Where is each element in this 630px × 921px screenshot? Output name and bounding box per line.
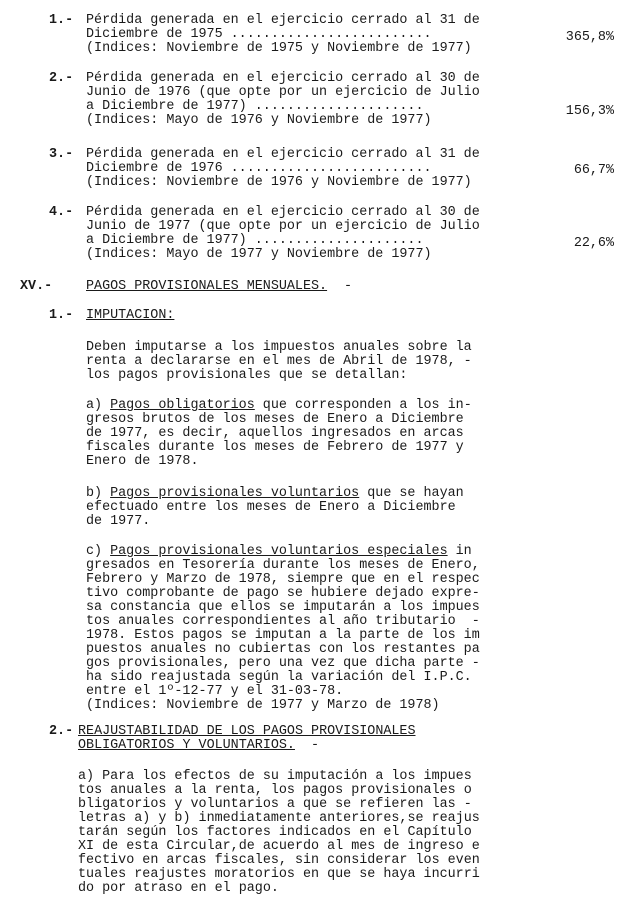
paragraph-line: tarán según los factores indicados en el Capítulo [78,825,472,840]
paragraph-line: gresos brutos de los meses de Enero a Diciembre [86,412,464,427]
clause-a-first-line [86,399,472,413]
item-line: a Diciembre de 1977) ..................... [86,233,424,248]
paragraph-line: fiscales durante los meses de Febrero de 1977 y [86,440,464,455]
paragraph-line: fectivo en arcas fiscales, sin considerar los even [78,853,480,868]
item-number: 4.- [49,205,74,220]
paragraph-line: gos provisionales, pero una vez que dicha parte - [86,656,480,671]
clause-term: Pagos provisionales voluntarios especiales [110,544,448,559]
paragraph-line: letras a) y b) inmediatamente anteriores,se reajus [78,811,480,826]
item-percentage: 22,6% [573,236,614,251]
item-number: 1.- [49,13,74,28]
item-line: (Indices: Noviembre de 1976 y Noviembre de 1977) [86,175,472,190]
paragraph-line: tos anuales a la renta, los pagos provisionales o [78,783,472,798]
paragraph-line: tuales reajustes moratorios en que se haya incurri [78,867,480,882]
item-line: (Indices: Mayo de 1976 y Noviembre de 1977) [86,113,432,128]
paragraph-line: tivo comprobante de pago se hubiere dejado expre- [86,586,480,601]
clause-label: a) [86,398,111,413]
subsection-title: REAJUSTABILIDAD DE LOS PAGOS PROVISIONALES [78,724,416,739]
clause-text: que corresponden a los in- [254,398,472,413]
subsection-title: OBLIGATORIOS Y VOLUNTARIOS. [78,738,295,753]
item-line: Diciembre de 1975 ......................... [86,27,432,42]
paragraph-line: puestos anuales no cubiertas con los restantes pa [86,642,480,657]
item-line: Pérdida generada en el ejercicio cerrado al 31 de [86,13,480,28]
subsection-title: IMPUTACION: [86,308,175,323]
section-title-dash: - [344,279,353,294]
item-line: Pérdida generada en el ejercicio cerrado al 30 de [86,205,480,220]
subsection-title-dash: - [311,738,320,753]
item-line: Junio de 1976 (que opte por un ejercicio de Julio [86,85,480,100]
paragraph-line: a) Para los efectos de su imputación a los impues [78,769,472,784]
section-title: PAGOS PROVISIONALES MENSUALES. [86,279,328,294]
section-number: XV.- [20,279,53,294]
paragraph-line: los pagos provisionales que se detallan: [86,368,408,383]
paragraph-line: sa constancia que ellos se imputarán a los impues [86,600,480,615]
clause-b-first-line [86,487,464,501]
subsection-number: 2.- [49,724,74,739]
item-line: Junio de 1977 (que opte por un ejercicio de Julio [86,219,480,234]
clause-text: in [447,544,472,559]
item-line: Diciembre de 1976 ......................... [86,161,432,176]
item-number: 3.- [49,147,74,162]
item-line: a Diciembre de 1977) ..................... [86,99,424,114]
item-line: (Indices: Noviembre de 1975 y Noviembre de 1977) [86,41,472,56]
clause-c-first-line [86,545,472,559]
paragraph-line: gresados en Tesorería durante los meses de Enero, [86,558,480,573]
paragraph-line: 1978. Estos pagos se imputan a la parte de los im [86,628,480,643]
item-percentage: 66,7% [573,163,614,178]
paragraph-line: do por atraso en el pago. [78,881,279,896]
paragraph-line: bligatorios y voluntarios a que se refieren las - [78,797,472,812]
paragraph-line: de 1977. [86,514,151,529]
paragraph-line: (Indices: Noviembre de 1977 y Marzo de 1978) [86,698,440,713]
item-line: (Indices: Mayo de 1977 y Noviembre de 1977) [86,247,432,262]
clause-text: que se hayan [359,486,464,501]
paragraph-line: Febrero y Marzo de 1978, siempre que en el respec [86,572,480,587]
paragraph-line: tos anuales correspondientes al año tributario - [86,614,480,629]
clause-term: Pagos provisionales voluntarios [110,486,360,501]
item-line: Pérdida generada en el ejercicio cerrado al 31 de [86,147,480,162]
paragraph-line: Deben imputarse a los impuestos anuales sobre la [86,340,472,355]
item-percentage: 156,3% [565,104,614,119]
item-percentage: 365,8% [565,30,614,45]
clause-label: b) [86,486,111,501]
paragraph-line: renta a declararse en el mes de Abril de 1978, - [86,354,472,369]
item-line: Pérdida generada en el ejercicio cerrado al 30 de [86,71,480,86]
paragraph-line: ha sido reajustada según la variación del I.P.C. [86,670,472,685]
paragraph-line: Enero de 1978. [86,454,199,469]
paragraph-line: efectuado entre los meses de Enero a Diciembre [86,500,456,515]
paragraph-line: de 1977, es decir, aquellos ingresados en arcas [86,426,464,441]
clause-label: c) [86,544,111,559]
clause-term: Pagos obligatorios [110,398,255,413]
paragraph-line: entre el 1º-12-77 y el 31-03-78. [86,684,344,699]
paragraph-line: XI de esta Circular,de acuerdo al mes de ingreso e [78,839,480,854]
item-number: 2.- [49,71,74,86]
subsection-number: 1.- [49,308,74,323]
